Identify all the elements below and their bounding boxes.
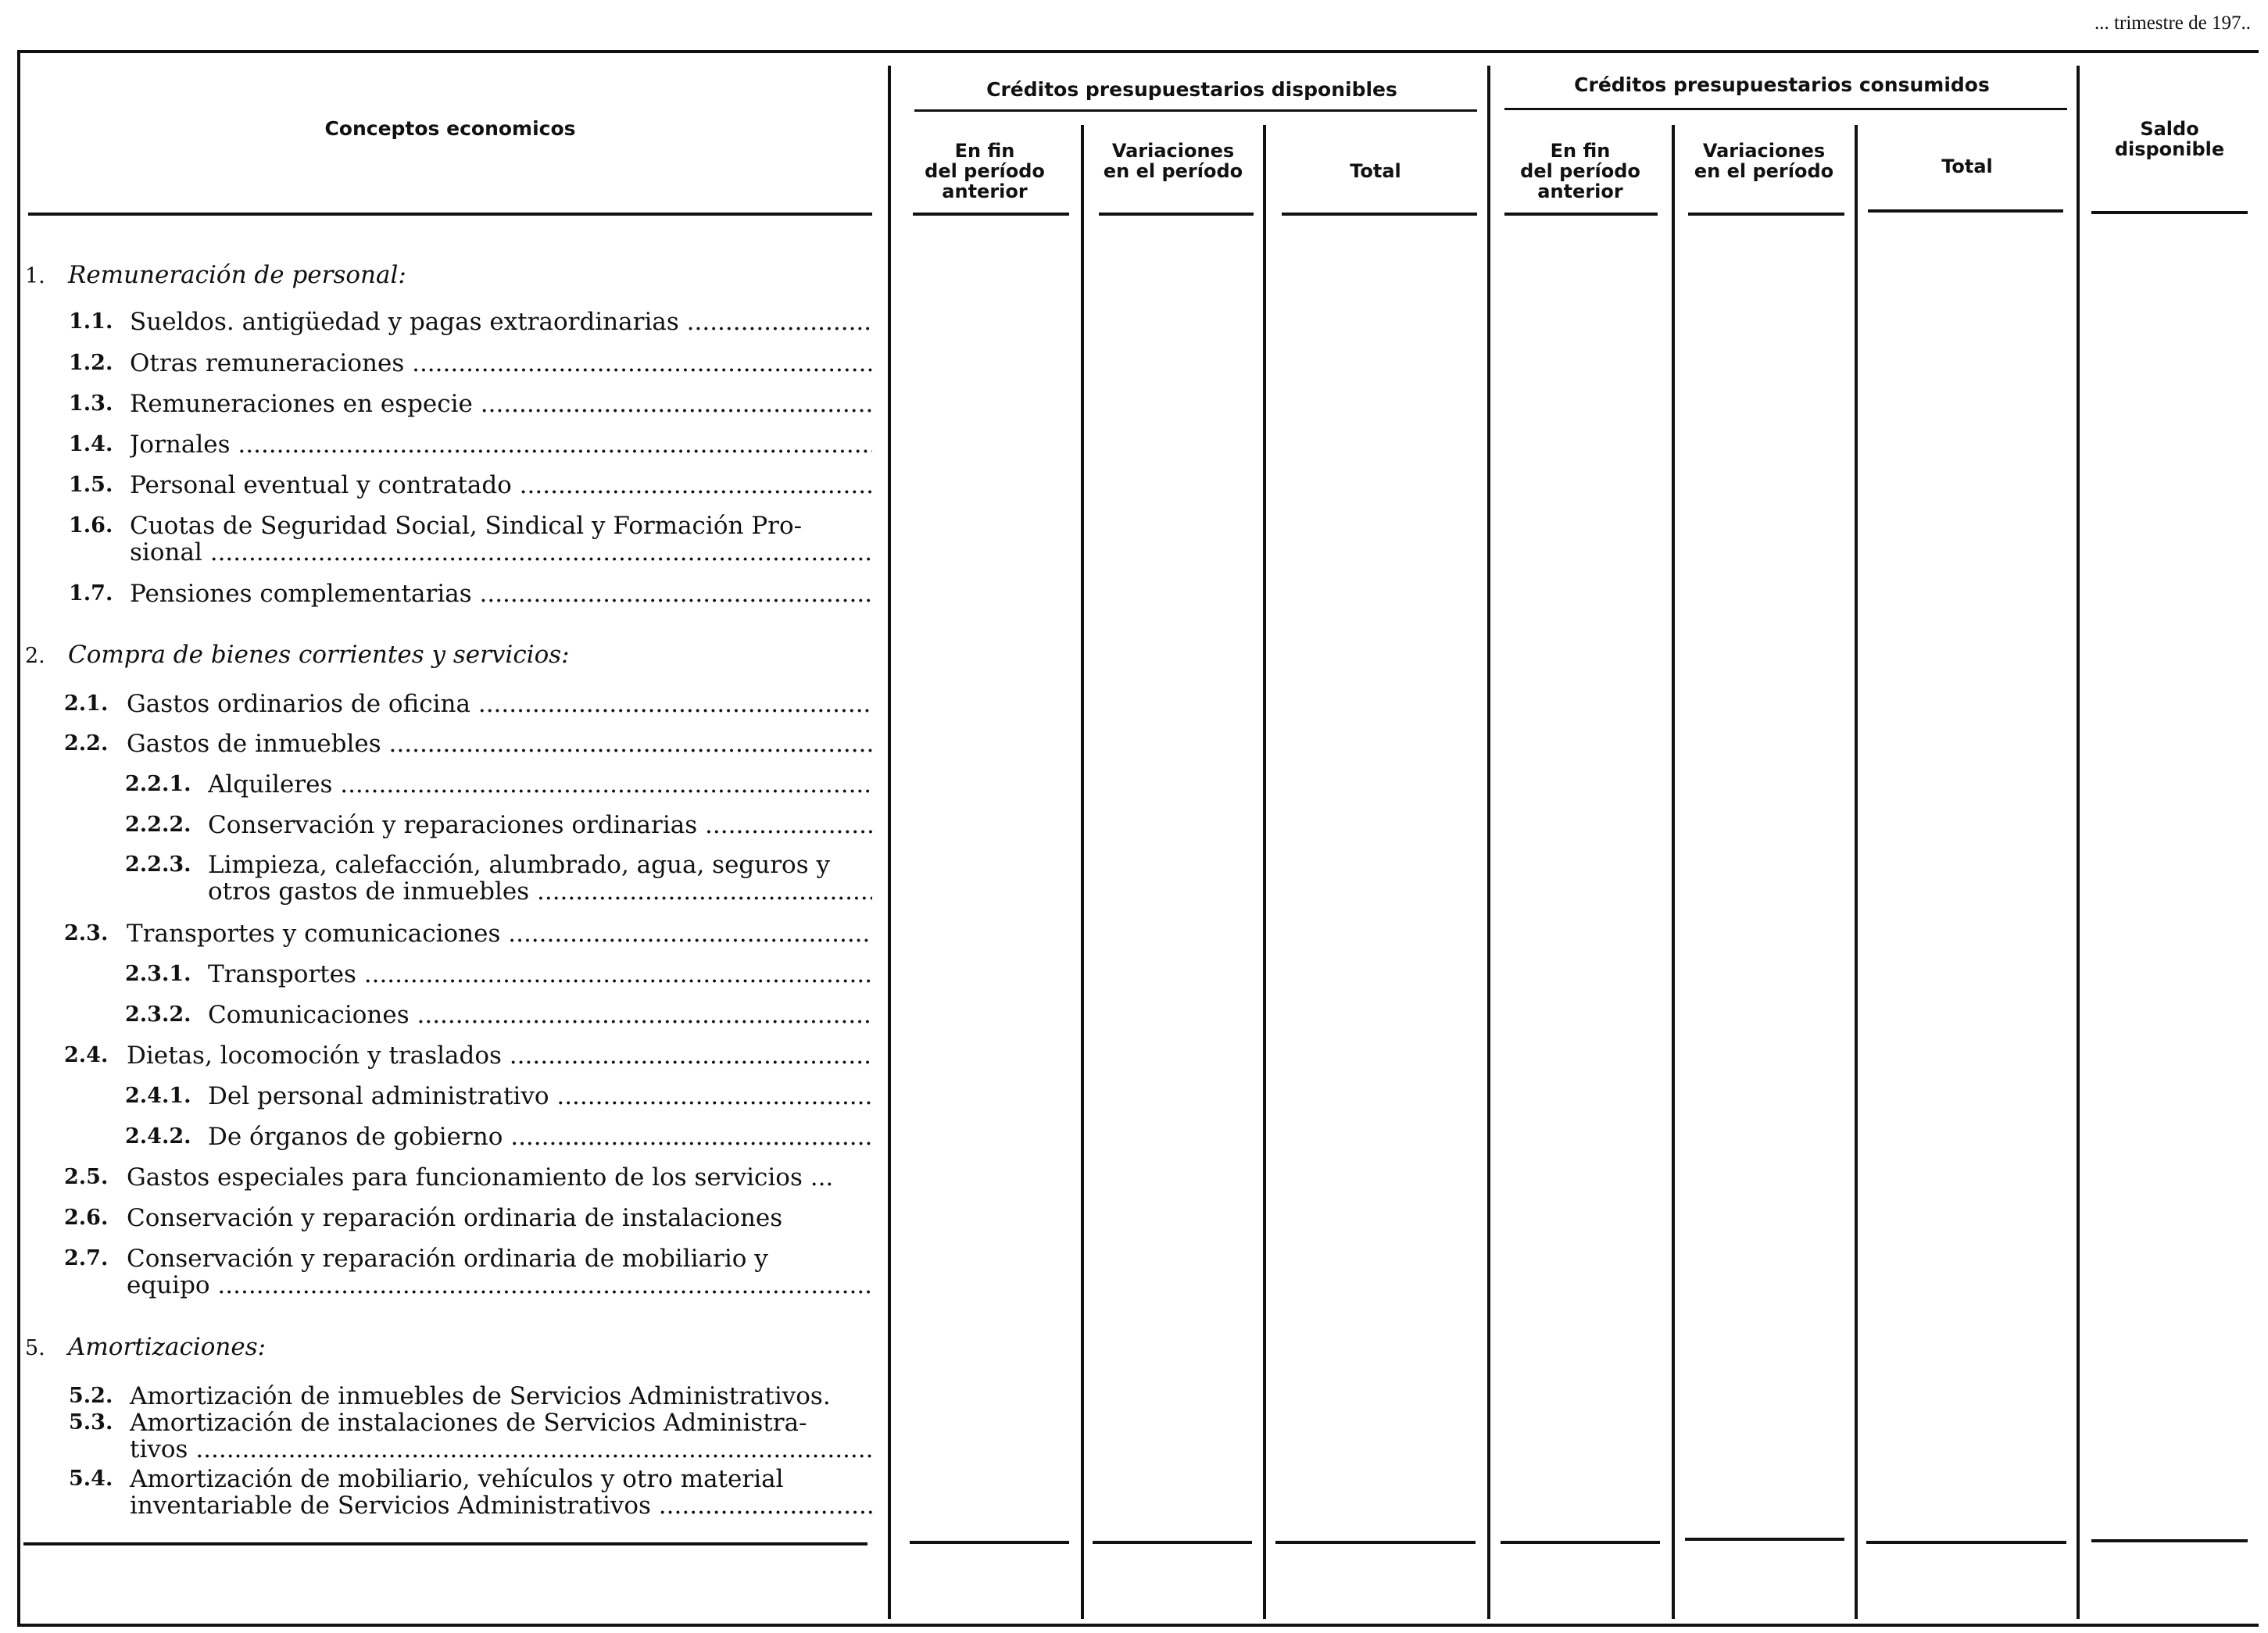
header-rule	[1504, 213, 1658, 216]
column-divider	[1672, 125, 1675, 1619]
section-title: 5. Amortizaciones:	[25, 1333, 267, 1361]
col-prev-period: En fin del período anterior	[1520, 140, 1640, 202]
group-rule	[914, 109, 1477, 112]
header-rule	[913, 213, 1069, 216]
col-prev-period: En fin del período anterior	[925, 140, 1045, 202]
column-divider	[1081, 125, 1084, 1619]
footer-rule	[23, 1542, 867, 1545]
section-title: 1. Remuneración de personal:	[25, 261, 406, 289]
header-rule	[1282, 213, 1477, 216]
footer-rule	[1501, 1541, 1660, 1544]
section-title: 2. Compra de bienes corrientes y servicios:	[25, 641, 570, 669]
col-variations: Variaciones en el período	[1103, 140, 1243, 182]
col-variations: Variaciones en el período	[1694, 140, 1834, 182]
column-divider	[888, 66, 891, 1619]
column-divider	[1855, 125, 1858, 1619]
header-note: ... trimestre de 197..	[2095, 13, 2251, 34]
footer-rule	[1275, 1541, 1476, 1544]
col-balance: Saldo disponible	[2114, 118, 2225, 160]
available-group-header: Créditos presupuestarios disponibles	[986, 78, 1397, 101]
footer-rule	[910, 1541, 1069, 1544]
header-rule	[1688, 213, 1844, 216]
header-rule	[2091, 211, 2248, 214]
col-total: Total	[1350, 160, 1401, 182]
header-rule	[1868, 209, 2063, 213]
column-divider	[1487, 66, 1490, 1619]
header-rule	[1099, 213, 1254, 216]
group-rule	[1504, 108, 2067, 110]
footer-rule	[1093, 1541, 1252, 1544]
column-divider	[2077, 66, 2080, 1619]
footer-rule	[1685, 1538, 1844, 1541]
col-total: Total	[1941, 155, 1993, 177]
column-divider	[1263, 125, 1266, 1619]
footer-rule	[1866, 1541, 2066, 1544]
footer-rule	[2091, 1539, 2248, 1542]
header-rule	[28, 213, 872, 216]
concepts-header: Conceptos economicos	[324, 117, 576, 140]
consumed-group-header: Créditos presupuestarios consumidos	[1574, 73, 1990, 96]
